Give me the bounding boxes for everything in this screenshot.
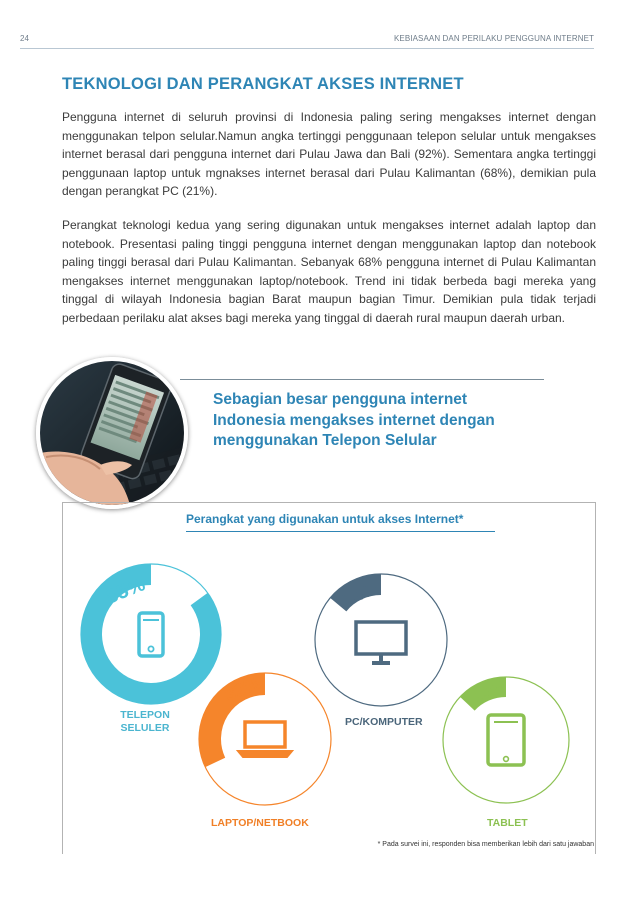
monitor-icon: [356, 622, 406, 663]
laptop-icon: [238, 722, 292, 757]
pct-label-pc: 14%: [339, 577, 383, 611]
paragraph-1: Pengguna internet di seluruh provinsi di Indonesia paling sering mengakses internet dengan menggunakan telpon selular.Namun angka tertinggi penggunaan telepon selular untuk mengakses internet berasal dari pengguna internet dari Pulau Jawa dan Bali (92%). Sementara angka tertinggi penggunaan laptop untuk mgnakses internet berasal dari Pulau Kalimantan (68%), demikian pula dengan perangkat PC (21%).: [62, 110, 596, 199]
tablet-icon: [488, 715, 524, 765]
mobile-phone-icon: [139, 613, 163, 656]
pct-label-laptop: 32%: [221, 672, 263, 705]
pct-label-phone: 85%: [103, 573, 149, 609]
page-number: 24: [20, 34, 29, 43]
running-title: KEBIASAAN DAN PERILAKU PENGGUNA INTERNET: [393, 34, 594, 43]
callout-text: Sebagian besar pengguna internet Indonesia mengakses internet dengan menggunakan Telepon Selular: [213, 391, 495, 449]
paragraph-2: Perangkat teknologi kedua yang sering digunakan untuk mengakses internet adalah laptop dan notebook. Presentasi paling tinggi pengguna internet dengan menggunakan laptop dan notebook paling tinggi berasal dari Pulau Kalimantan. Sebanyak 68% pengguna internet di Pulau Kalimantan mengakses internet menggunakan laptop/notebook. Trend ini tidak berbeda bagi mereka yang tinggal di wilayah Indonesia bagian Barat maupun bagian Timur. Demikian pula tidak terjadi perbedaan perilaku alat akses bagi mereka yang tinggal di daerah rural maupun daerah urban.: [62, 218, 596, 325]
label-laptop-netbook: LAPTOP/NETBOOK: [211, 817, 309, 829]
pct-label-tablet: 13%: [471, 678, 508, 707]
label-tablet: TABLET: [487, 817, 528, 829]
chart-title: Perangkat yang digunakan untuk akses Internet*: [186, 512, 464, 526]
label-pc-komputer: PC/KOMPUTER: [345, 716, 423, 728]
footnote: * Pada survei ini, responden bisa memberikan lebih dari satu jawaban: [377, 841, 594, 848]
label-telepon-seluler: TELEPON SELULER: [120, 709, 170, 734]
section-title: TEKNOLOGI DAN PERANGKAT AKSES INTERNET: [62, 75, 464, 93]
